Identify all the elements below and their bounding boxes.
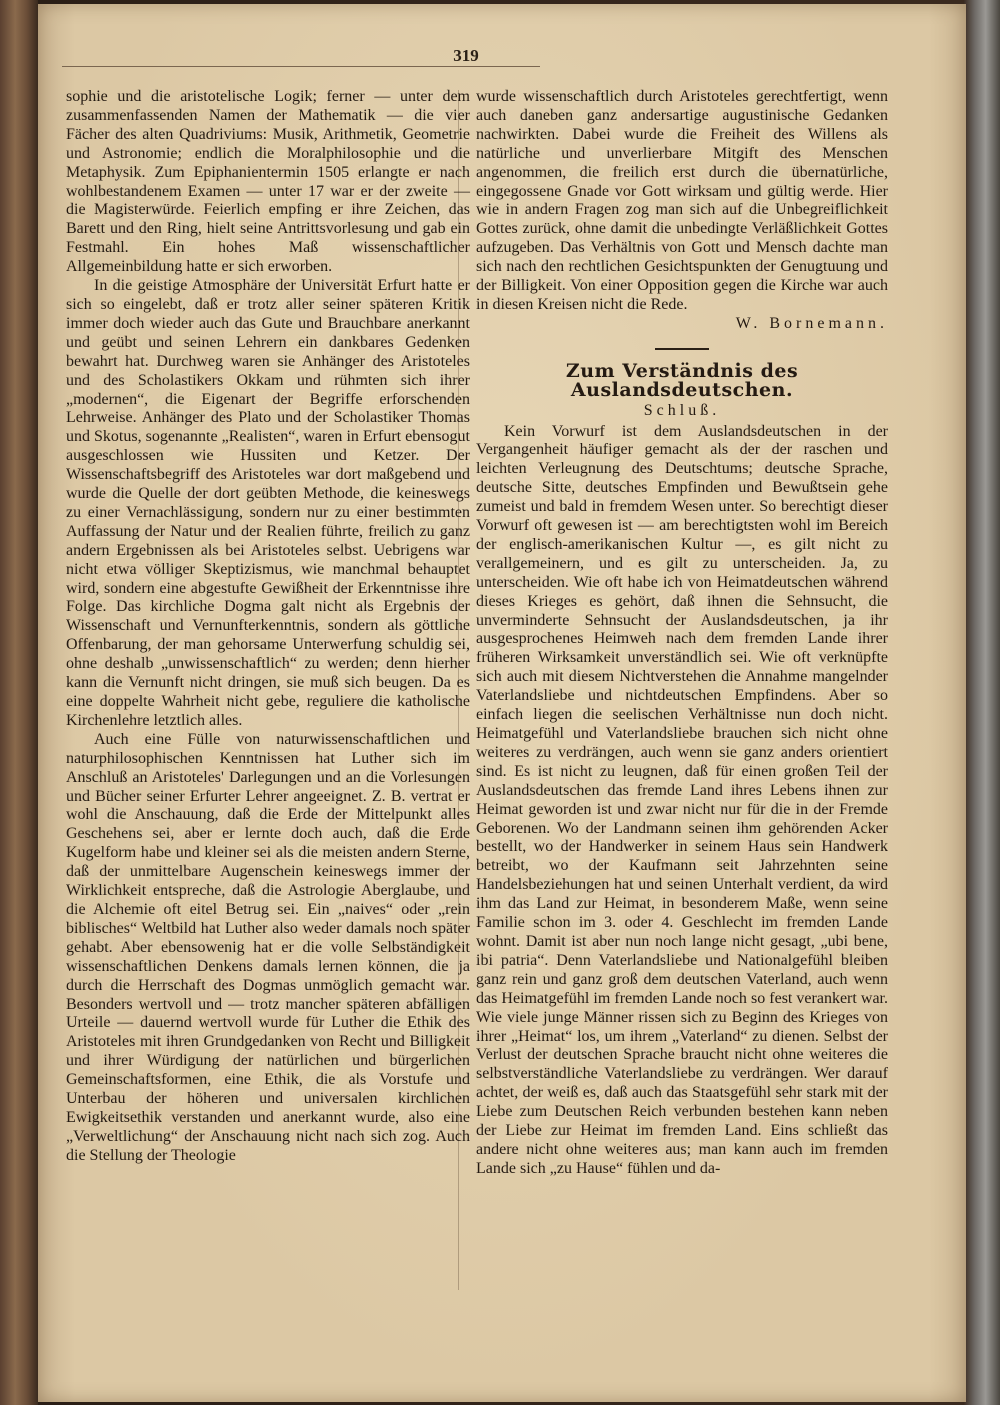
book-edge <box>964 0 1000 1405</box>
article-subtitle: Schluß. <box>643 401 721 419</box>
paragraph: wurde wissenschaftlich durch Aristoteles gerechtfertigt, wenn auch daneben ganz andersartige augustinische Gedanken nachwirkten. Dabei wurde die Freiheit des Willens als natürliche und unverlierbare Mitgift des Menschen angenommen, die freilich erst durch die übernatürliche, eingegossene Gnade vor Gott wirksam und gültig werde. Hier wie in andern Fragen zog man sich auf die Unbegreiflichkeit Gottes zurück, ohne damit die unbedingte Verläßlichkeit Gottes aufzugeben. Das Verhältnis von Gott und Mensch dachte man sich nach den rechtlichen Gesichtspunkten der Genugtuung und der Billigkeit. Von einer Opposition gegen die Kirche war auch in diesen Kreisen nicht die Rede. <box>476 88 888 313</box>
adjacent-page-edge <box>0 0 38 1405</box>
article-title: Zum Verständnis des Auslandsdeutschen. <box>565 359 799 401</box>
paragraph: sophie und die aristotelische Logik; ferner — unter dem zusammenfassenden Namen der Mathematik — die vier Fächer des alten Quadriviums: Musik, Arithmetik, Geometrie und Astronomie; endlich die Moralphilosophie und die Metaphysik. Zum Epiphanientermin 1505 erlangte er nach wohlbestandenem Examen — unter 17 war er der zweite — die Magisterwürde. Feierlich empfing er ihre Zeichen, das Barett und den Ring, hielt seine Antrittsvorlesung und gab ein Festmahl. Ein hohes Maß wissenschaftlicher Allgemeinbildung hatte er sich erworben. <box>66 88 470 276</box>
author-signature: W. Bornemann. <box>735 314 888 332</box>
paragraph: Auch eine Fülle von naturwissenschaftlichen und naturphilosophischen Kenntnissen hat Luther sich im Anschluß an Aristoteles' Darlegungen und an die Vorlesungen und Bücher seiner Erfurter Lehrer angeeignet. Z. B. vertrat er wohl die Anschauung, daß die Erde der Mittelpunkt alles Geschehens sei, aber er lernte doch auch, daß die Erde Kugelform habe und kleiner sei als die meisten andern Sterne, daß der unmittelbare Augenschein keineswegs immer der Wirklichkeit entspreche, daß die Astrologie Aberglaube, und die Alchemie oft eitel Betrug sei. Ein „naives“ oder „rein biblisches“ Weltbild hat Luther also weder damals noch später gehabt. Aber ebensowenig hat er die volle Selbständigkeit wissenschaftlichen Denkens damals lernen können, die ja durch die Herrschaft des Dogmas unmöglich gemacht war. Besonders wertvoll und — trotz mancher späteren abfälligen Urteile — dauernd wertvoll wurde für Luther die Ethik des Aristoteles mit ihren Grundgedanken von Recht und Billigkeit und ihrer Würdigung der natürlichen und bürgerlichen Gemeinschaftsformen, eine Ethik, die als Vorstufe und Unterbau der höheren und universalen kirchlichen Ewigkeitsethik verstanden und anerkannt wurde, also eine „Verweltlichung“ der Anschauung nicht nach sich zog. Auch die Stellung der Theologie <box>66 730 470 1164</box>
paragraph: Kein Vorwurf ist dem Auslandsdeutschen in der Vergangenheit häufiger gemacht als der der raschen und leichten Verleugnung des Deutschtums; deutsche Sprache, deutsche Sitte, deutsches Empfinden und Bewußtsein gehe zumeist und bald in fremdem Wesen unter. So berechtigt dieser Vorwurf oft gewesen ist — am berechtigtsten wohl im Bereich der englisch-amerikanischen Kultur —, es gilt nicht zu verallgemeinern, und es gilt zu unterscheiden. Ja, zu unterscheiden. Wie oft habe ich von Heimatdeutschen während dieses Krieges es gehört, daß ihnen die Sehnsucht, die unverminderte Sehnsucht der Auslandsdeutschen, ja ihr ausgesprochenes Heimweh nach dem fremden Lande ihrer früheren Wirksamkeit unverständlich sei. Wie oft verknüpfte sich auch mit diesem Nichtverstehen die Annahme mangelnder Vaterlandsliebe und nichtdeutschen Empfindens. Aber so einfach liegen die seelischen Verhältnisse nun doch nicht. Heimatgefühl und Vaterlandsliebe brauchen sich nicht ohne weiteres zu verdrängen, auch wenn sie ganz anders orientiert sind. Es ist nicht zu leugnen, daß für einen großen Teil der Auslandsdeutschen das fremde Land ihres Lebens ihnen zur Heimat geworden ist und zwar nicht nur für die in der Fremde Geborenen. Wo der Landmann seinen ihm gehörenden Acker bestellt, wo der Handwerker in seinem Haus sein Handwerk betreibt, wo der Kaufmann seit Jahrzehnten seine Handelsbeziehungen hat und seinen Unterhalt verdient, da wird ihm das Land zur Heimat, in besonderem Maße, wenn seine Familie schon im 3. oder 4. Geschlecht im fremden Lande wohnt. Damit ist aber nun noch lange nicht gesagt, „ubi bene, ibi patria“. Denn Vaterlandsliebe und Nationalgefühl bleiben ganz rein und ganz groß dem deutschen Vaterland, auch wenn das Heimatgefühl im fremden Lande noch so fest verankert war. Wie viele junge Männer rissen sich zu Beginn des Krieges von ihrer „Heimat“ los, um ihrem „Vaterland“ zu dienen. Selbst der Verlust der deutschen Sprache braucht nicht ohne weiteres die selbstverständliche Vaterlandsliebe zu verdrängen. Wer darauf achtet, der weiß es, daß auch das Staatsgefühl sehr stark mit der Liebe zum Deutschen Reich verbunden bestehen kann neben der Liebe zur Heimat im fremden Land. Eins schließt das andere nicht ohne weiteres aus; man kann auch im fremden Lande sich „zu Hause“ fühlen und da- <box>476 422 888 1177</box>
right-column <box>476 88 888 1179</box>
header-rule <box>62 66 540 67</box>
document-page <box>38 4 966 1402</box>
paragraph: In die geistige Atmosphäre der Universität Erfurt hatte er sich so eingelebt, daß er trotz aller seiner späteren Kritik immer doch wieder auch das Gute und Brauchbare anerkannt und geübt und seinen Lehrern ein dankbares Gedenken bewahrt hat. Durchweg waren sie Anhänger des Aristoteles und des Scholastikers Okkam und rühmten sich ihrer „modernen“, die Eigenart der Begriffe erforschenden Lehrweise. Anhänger des Plato und der Scholastiker Thomas und Skotus, sogenannte „Realisten“, waren in Erfurt ebensogut ausgeschlossen wie Hussiten und Ketzer. Der Wissenschaftsbegriff des Aristoteles war dort maßgebend und wurde die Quelle der dort geübten Methode, die keineswegs zu einer Vernachlässigung, sondern nur zu einer bestimmten Auffassung der Natur und der Realien führte, freilich zu ganz andern Ergebnissen als bei Aristoteles selbst. Uebrigens war nicht etwa völliger Skeptizismus, wie manchmal behauptet wird, sondern eine abgestufte Gewißheit der Erkenntnisse ihre Folge. Das kirchliche Dogma galt nicht als Ergebnis der Wissenschaft und Vernunfterkenntnis, sondern als göttliche Offenbarung, der man gehorsame Unterwerfung schuldig sei, ohne deshalb „unwissenschaftlich“ zu werden; denn hierher kann die Vernunft nicht dringen, sie muß sich beugen. Da es eine doppelte Wahrheit nicht gebe, reguliere die katholische Kirchenlehre letztlich alles. <box>66 277 470 729</box>
section-rule <box>655 348 709 350</box>
page-number: 319 <box>453 46 479 65</box>
left-column <box>66 88 470 1166</box>
